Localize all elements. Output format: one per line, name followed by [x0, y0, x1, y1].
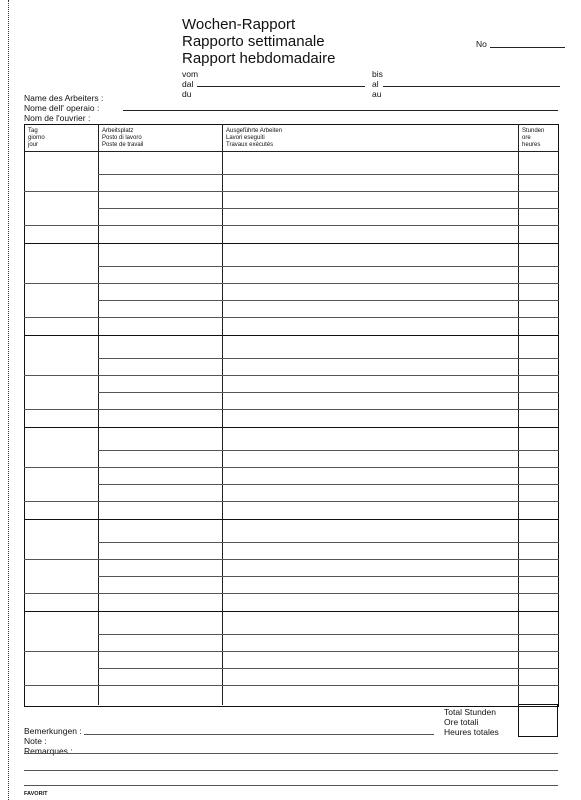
table-row[interactable] [98, 392, 559, 393]
col-work-it: Lavori eseguiti [226, 135, 265, 141]
to-label-it: al [372, 79, 379, 89]
col-place-fr: Poste de travail [102, 142, 144, 148]
divider-place-work [222, 124, 223, 705]
number-field[interactable] [490, 47, 565, 48]
table-row[interactable] [24, 593, 559, 594]
perforation-line [8, 0, 9, 800]
number-label: No [476, 39, 487, 49]
table-row[interactable] [24, 225, 559, 226]
from-label-de: vom [182, 69, 199, 79]
table-row[interactable] [98, 358, 559, 359]
day-block-separator [24, 427, 559, 428]
remarks-line-2[interactable] [24, 753, 558, 754]
col-work-de: Ausgeführte Arbeiten [226, 128, 283, 134]
table-row[interactable] [98, 300, 559, 301]
divider-work-hours [518, 124, 519, 735]
total-label-it: Ore totali [444, 717, 479, 727]
from-label-fr: du [182, 89, 192, 99]
report-table [24, 124, 559, 707]
worker-label-it: Nome dell' operaio : [24, 103, 100, 113]
col-place-it: Posto di lavoro [102, 135, 142, 141]
col-hours-fr: heures [522, 142, 541, 148]
to-label-fr: au [372, 89, 382, 99]
table-row[interactable] [98, 576, 559, 577]
col-work-fr: Travaux exécutés [226, 142, 274, 148]
from-label-it: dal [182, 79, 194, 89]
col-day-fr: jour [28, 142, 39, 148]
table-row[interactable] [24, 467, 559, 468]
worker-name-field[interactable] [123, 110, 558, 111]
day-block-separator [24, 519, 559, 520]
table-row[interactable] [24, 651, 559, 652]
total-label-de: Total Stunden [444, 707, 496, 717]
remarks-label-de: Bemerkungen : [24, 726, 82, 736]
day-block-separator [24, 611, 559, 612]
table-row[interactable] [24, 317, 559, 318]
divider-day-place [98, 124, 99, 705]
table-row[interactable] [24, 685, 559, 686]
worker-label-de: Name des Arbeiters : [24, 93, 104, 103]
table-row[interactable] [98, 542, 559, 543]
title-german: Wochen-Rapport [182, 16, 296, 33]
total-label-fr: Heures totales [444, 727, 499, 737]
table-row[interactable] [98, 266, 559, 267]
table-row[interactable] [24, 283, 559, 284]
title-french: Rapport hebdomadaire [182, 50, 336, 67]
col-place-de: Arbeitsplatz [102, 128, 134, 134]
day-block-separator [24, 243, 559, 244]
table-row[interactable] [98, 634, 559, 635]
remarks-label-it: Note : [24, 736, 47, 746]
table-row[interactable] [98, 450, 559, 451]
table-row[interactable] [98, 174, 559, 175]
remarks-label-fr: Remarques : [24, 746, 73, 756]
col-hours-de: Stunden [522, 128, 545, 134]
table-row[interactable] [24, 191, 559, 192]
table-row[interactable] [24, 559, 559, 560]
table-row[interactable] [98, 484, 559, 485]
col-day-de: Tag [28, 128, 38, 134]
day-block-separator [24, 335, 559, 336]
to-label-de: bis [372, 69, 383, 79]
col-hours-it: ore [522, 135, 531, 141]
remarks-line-4[interactable] [24, 785, 558, 786]
col-day-it: giorno [28, 135, 45, 141]
table-row[interactable] [24, 409, 559, 410]
brand-label: FAVORIT [24, 791, 48, 797]
table-header-rule [24, 151, 559, 152]
worker-label-fr: Nom de l'ouvrier : [24, 113, 91, 123]
table-row[interactable] [98, 668, 559, 669]
remarks-line-1[interactable] [84, 734, 434, 735]
from-date-field[interactable] [197, 86, 365, 87]
remarks-line-3[interactable] [24, 770, 558, 771]
table-row[interactable] [24, 375, 559, 376]
table-row[interactable] [24, 501, 559, 502]
to-date-field[interactable] [383, 86, 560, 87]
title-italian: Rapporto settimanale [182, 33, 325, 50]
total-hours-box[interactable] [518, 704, 558, 737]
table-row[interactable] [98, 208, 559, 209]
